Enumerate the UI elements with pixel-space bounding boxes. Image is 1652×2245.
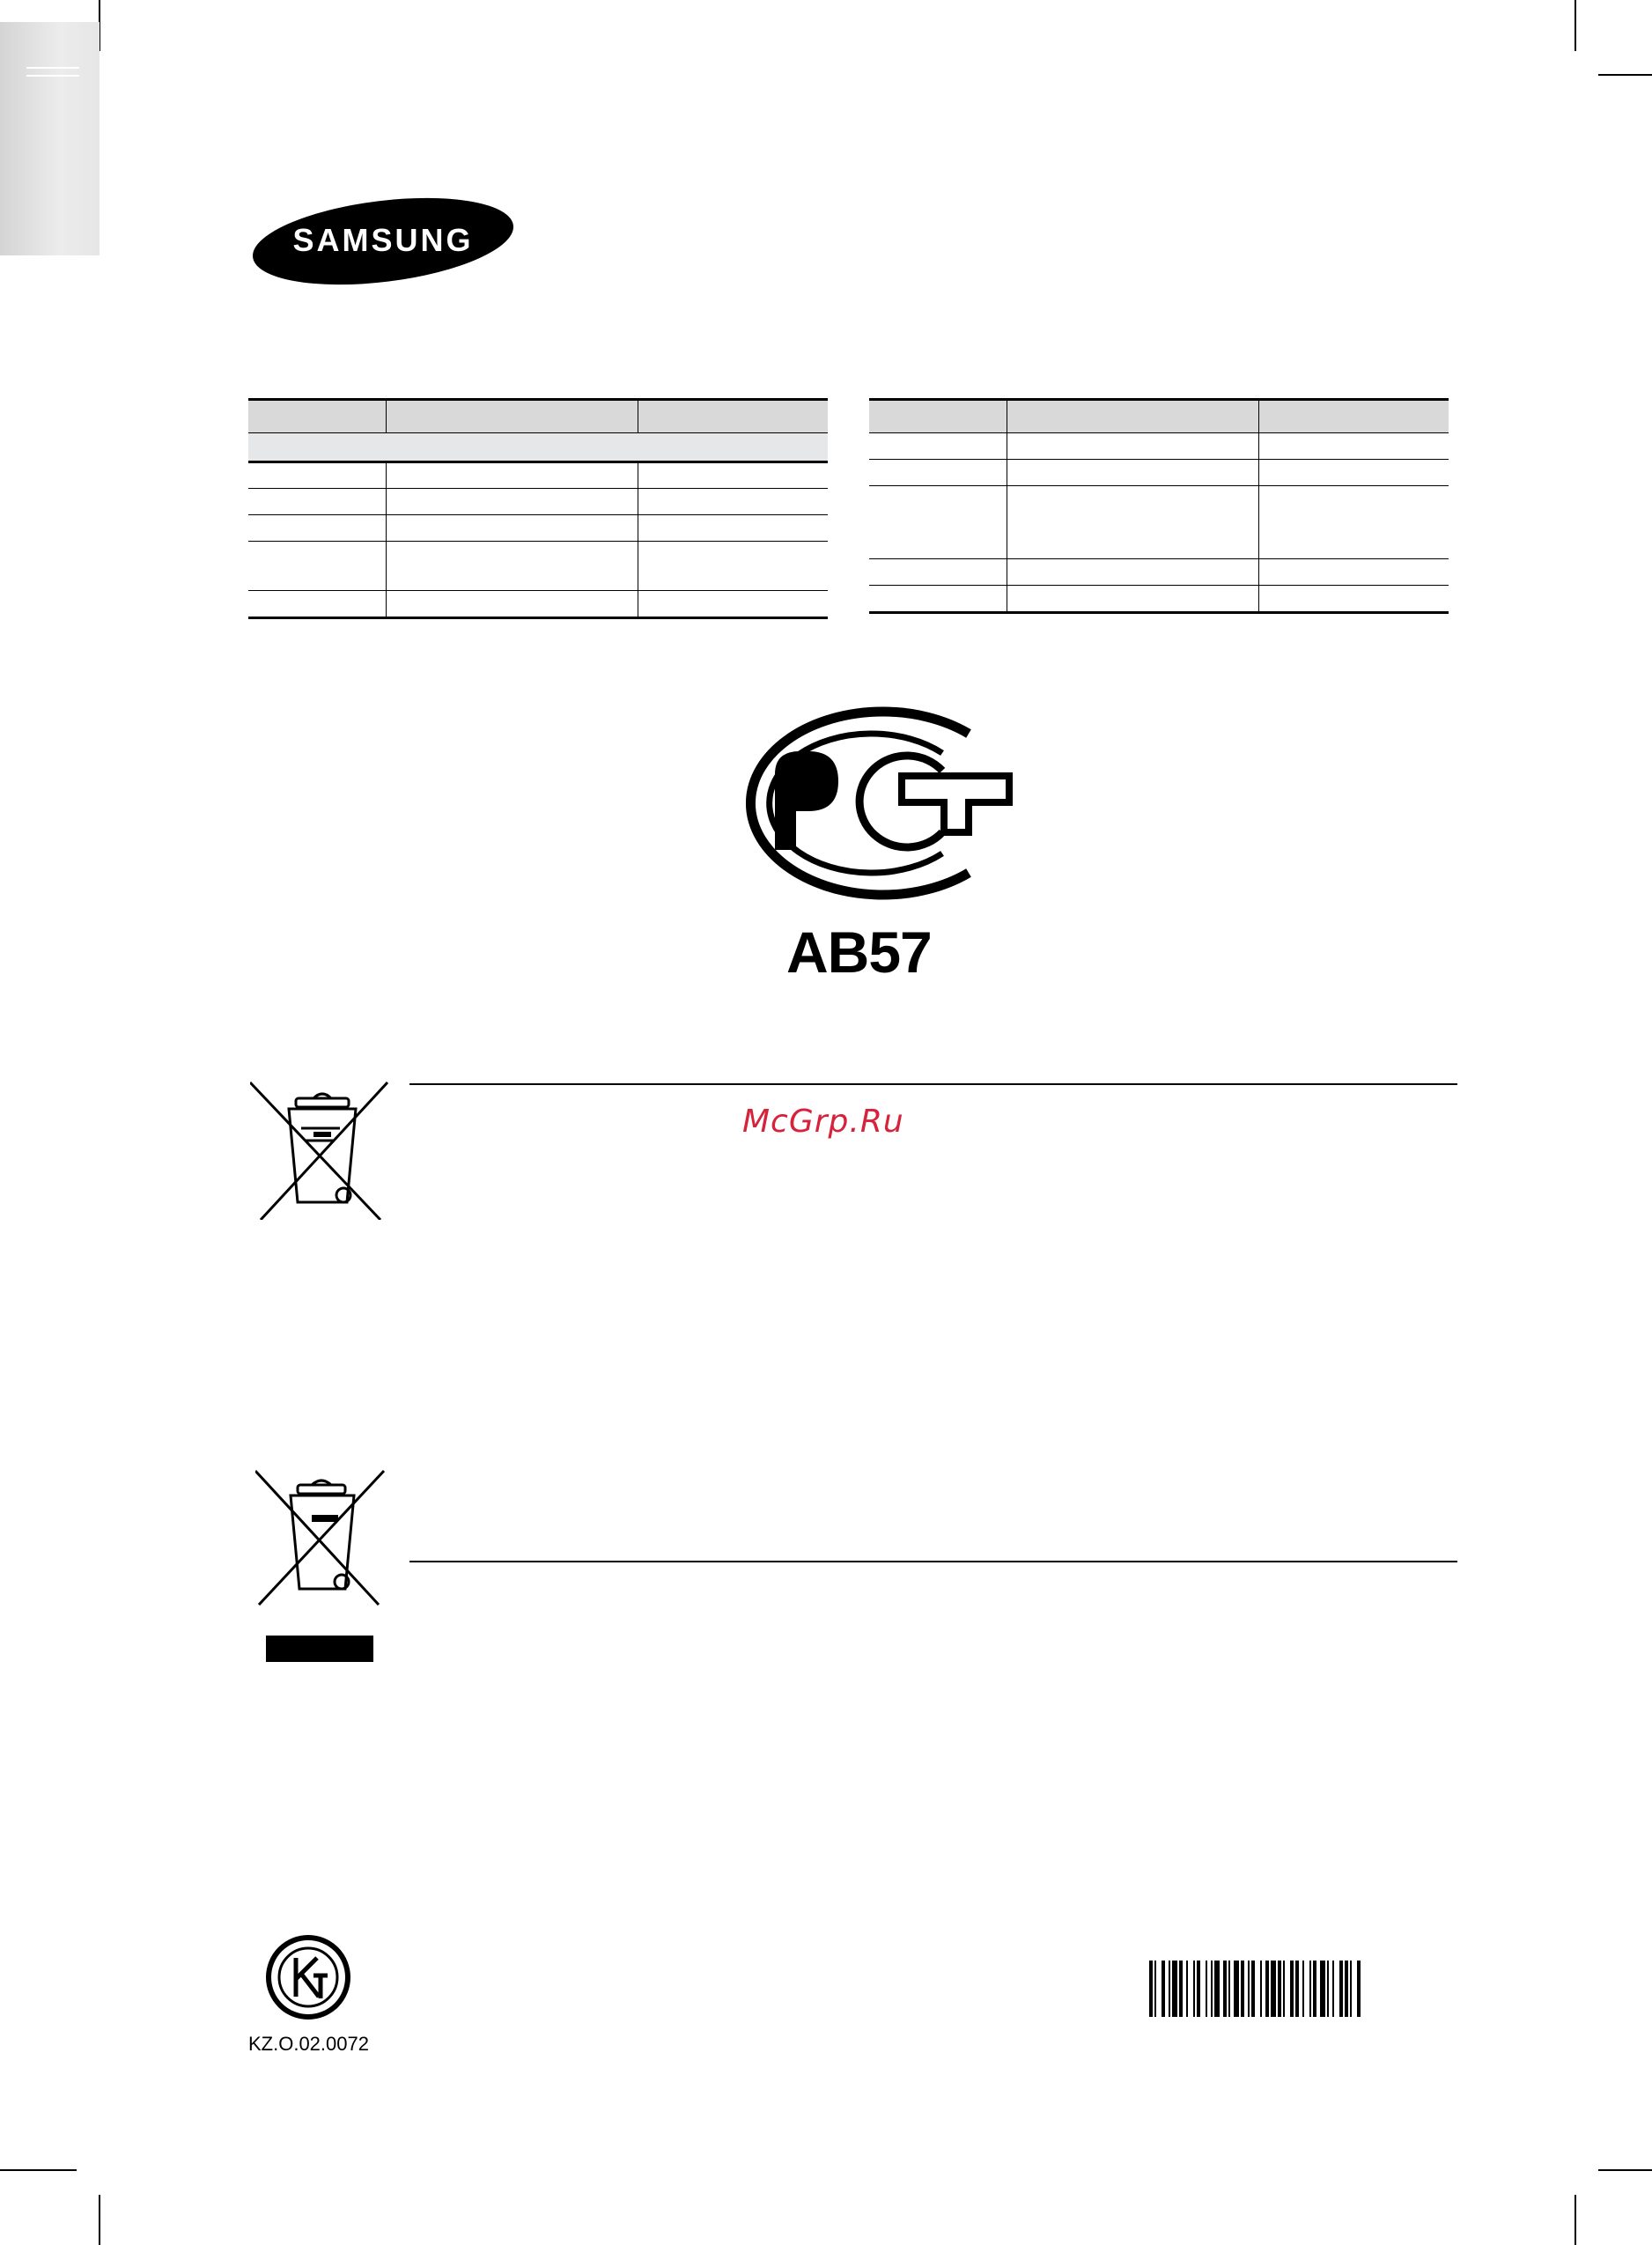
barcode-bar: [1149, 1961, 1153, 2017]
barcode-bar: [1357, 1961, 1361, 2017]
barcode-bar: [1162, 1961, 1165, 2017]
barcode-bar: [1186, 1961, 1188, 2017]
barcode-bar: [1206, 1961, 1207, 2017]
barcode-bar: [1248, 1961, 1250, 2017]
barcode-bar: [1214, 1961, 1220, 2017]
crop-mark: [99, 2195, 100, 2245]
barcode-bar: [1172, 1961, 1177, 2017]
kz-mark-code: KZ.O.02.0072: [248, 2033, 369, 2055]
table-row: [248, 462, 828, 489]
table-header-row: [869, 400, 1449, 433]
barcode-bar: [1327, 1961, 1329, 2017]
crop-mark: [1575, 0, 1576, 51]
table-row: [869, 433, 1449, 460]
table-row: [869, 559, 1449, 586]
section-divider: [409, 1561, 1457, 1562]
rst-certification-mark-icon: [724, 700, 1016, 905]
side-tab: [0, 22, 100, 255]
crop-mark: [0, 2169, 77, 2171]
weee-crossed-bin-battery-icon: [255, 1469, 387, 1610]
barcode-bar: [1234, 1961, 1239, 2017]
barcode-bar: [1169, 1961, 1170, 2017]
barcode-bar: [1260, 1961, 1262, 2017]
barcode-bar: [1313, 1961, 1316, 2017]
crop-mark: [1598, 2169, 1652, 2171]
barcode-bar: [1350, 1961, 1352, 2017]
barcode-bar: [1228, 1961, 1230, 2017]
barcode-bar: [1295, 1961, 1299, 2017]
kz-certification-mark-icon: [264, 1933, 352, 2021]
barcode-icon: [1149, 1961, 1459, 2017]
weee-crossed-bin-icon: [250, 1079, 391, 1220]
spec-table-right: [869, 398, 1449, 614]
barcode-bar: [1154, 1961, 1156, 2017]
barcode-bar: [1241, 1961, 1244, 2017]
barcode-bar: [1179, 1961, 1183, 2017]
battery-marking-bar: [266, 1636, 373, 1662]
section-divider: [409, 1083, 1457, 1085]
barcode-bar: [1223, 1961, 1227, 2017]
table-row: [248, 515, 828, 542]
table-row: [248, 489, 828, 515]
table-row: [869, 460, 1449, 486]
barcode-bar: [1251, 1961, 1255, 2017]
barcode-bar: [1211, 1961, 1213, 2017]
table-group-row: [248, 433, 828, 462]
crop-mark: [1598, 74, 1652, 76]
table-row: [248, 591, 828, 618]
barcode-bar: [1345, 1961, 1348, 2017]
table-row: [869, 486, 1449, 559]
table-row: [248, 542, 828, 591]
barcode-bar: [1290, 1961, 1294, 2017]
rst-mark-code: AB57: [786, 919, 932, 985]
barcode-bar: [1271, 1961, 1276, 2017]
logo-text: SAMSUNG: [292, 222, 474, 258]
barcode-bar: [1265, 1961, 1269, 2017]
barcode-bar: [1278, 1961, 1281, 2017]
samsung-logo: [248, 196, 518, 287]
barcode-bar: [1193, 1961, 1195, 2017]
barcode-bar: [1309, 1961, 1311, 2017]
watermark-text: McGrp.Ru: [742, 1104, 904, 1140]
barcode-bar: [1339, 1961, 1343, 2017]
table-row: [869, 586, 1449, 613]
barcode-bar: [1302, 1961, 1304, 2017]
crop-mark: [1575, 2195, 1576, 2245]
spec-table-left: [248, 398, 828, 619]
barcode-bar: [1283, 1961, 1285, 2017]
barcode-bar: [1197, 1961, 1200, 2017]
barcode-bar: [1332, 1961, 1334, 2017]
table-header-row: [248, 400, 828, 433]
barcode-bar: [1320, 1961, 1325, 2017]
